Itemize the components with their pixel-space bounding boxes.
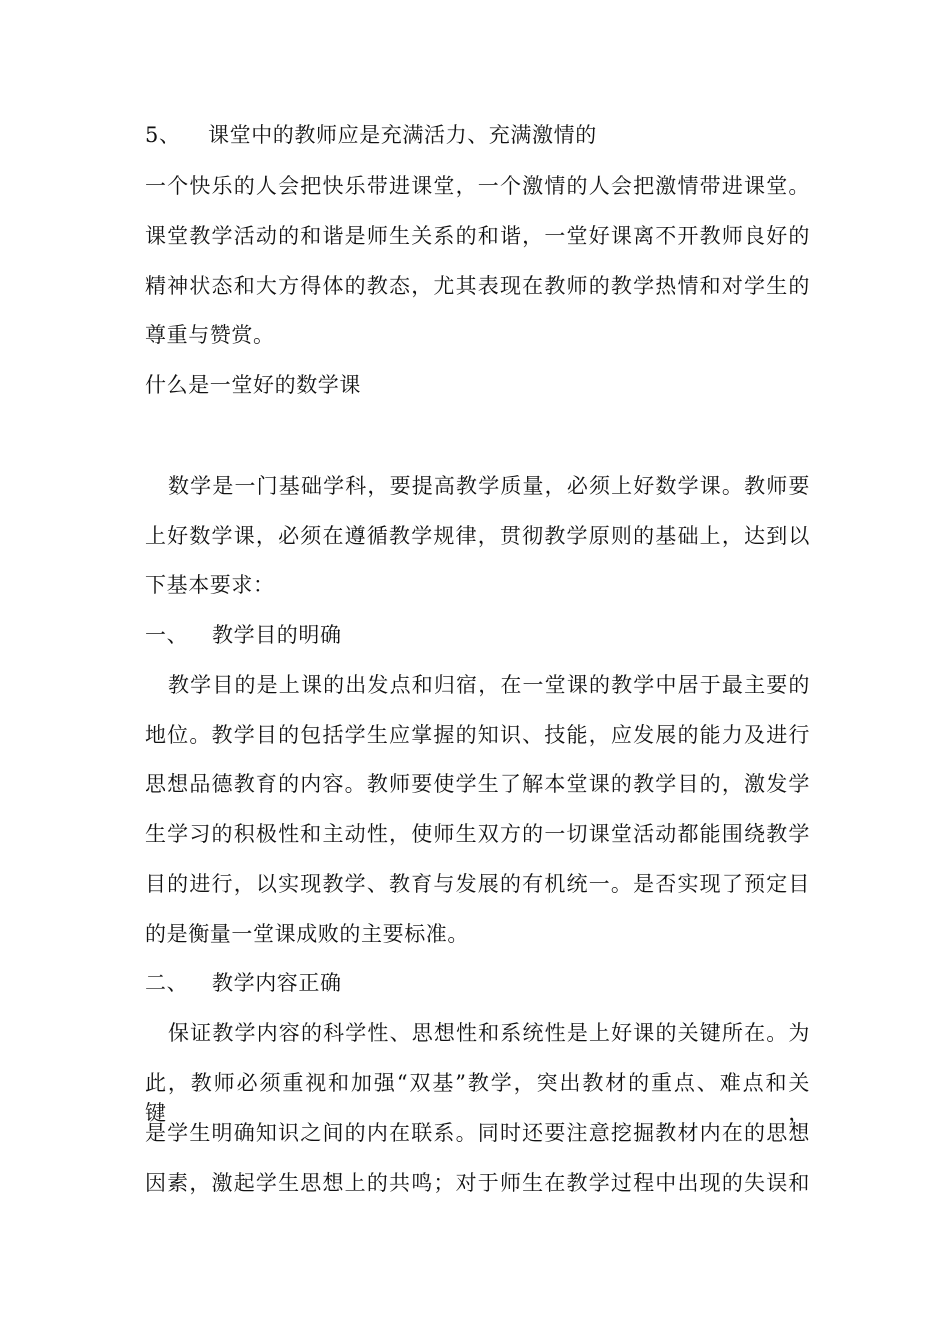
paragraph-line: 目的进行，以实现教学、教育与发展的有机统一。是否实现了预定目 — [145, 872, 810, 896]
paragraph-line: 保证教学内容的科学性、思想性和系统性是上好课的关键所在。为 — [168, 1021, 810, 1045]
paragraph-line: 是学生明确知识之间的内在联系。同时还要注意挖掘教材内在的思想 — [145, 1121, 810, 1145]
paragraph-line: 地位。教学目的包括学生应掌握的知识、技能，应发展的能力及进行 — [145, 723, 810, 747]
paragraph-line: 下基本要求： — [145, 573, 275, 597]
paragraph-line: 生学习的积极性和主动性，使师生双方的一切课堂活动都能围绕教学 — [145, 822, 810, 846]
section-number: 一、 — [145, 623, 189, 647]
paragraph-line: 尊重与赞赏。 — [145, 323, 275, 347]
paragraph-line: 教学目的是上课的出发点和归宿，在一堂课的教学中居于最主要的 — [168, 673, 810, 697]
paragraph-line: 课堂教学活动的和谐是师生关系的和谐，一堂好课离不开教师良好的 — [145, 224, 810, 248]
paragraph-line: 此，教师必须重视和加强“双基”教学，突出教材的重点、难点和关键， — [145, 1071, 810, 1125]
section-heading-2 — [145, 968, 810, 998]
paragraph-line: 上好数学课，必须在遵循教学规律，贯彻教学原则的基础上，达到以 — [145, 524, 810, 548]
section-title: 课堂中的教师应是充满活力、充满激情的 — [208, 123, 597, 147]
paragraph-line: 思想品德教育的内容。教师要使学生了解本堂课的教学目的，激发学 — [145, 772, 810, 796]
subtitle: 什么是一堂好的数学课 — [145, 373, 361, 397]
section-title: 教学内容正确 — [212, 971, 342, 995]
section-title: 教学目的明确 — [212, 623, 342, 647]
section-heading-1 — [145, 620, 810, 650]
paragraph-line: 一个快乐的人会把快乐带进课堂，一个激情的人会把激情带进课堂。 — [145, 174, 810, 198]
section-heading-5 — [145, 120, 810, 150]
section-number: 5、 — [145, 123, 181, 147]
paragraph-line: 的是衡量一堂课成败的主要标准。 — [145, 922, 469, 946]
paragraph-line: 因素，激起学生思想上的共鸣；对于师生在教学过程中出现的失误和 — [145, 1171, 810, 1195]
paragraph-line: 数学是一门基础学科，要提高教学质量，必须上好数学课。教师要 — [168, 474, 810, 498]
paragraph-line: 精神状态和大方得体的教态，尤其表现在教师的教学热情和对学生的 — [145, 274, 810, 298]
section-number: 二、 — [145, 971, 189, 995]
